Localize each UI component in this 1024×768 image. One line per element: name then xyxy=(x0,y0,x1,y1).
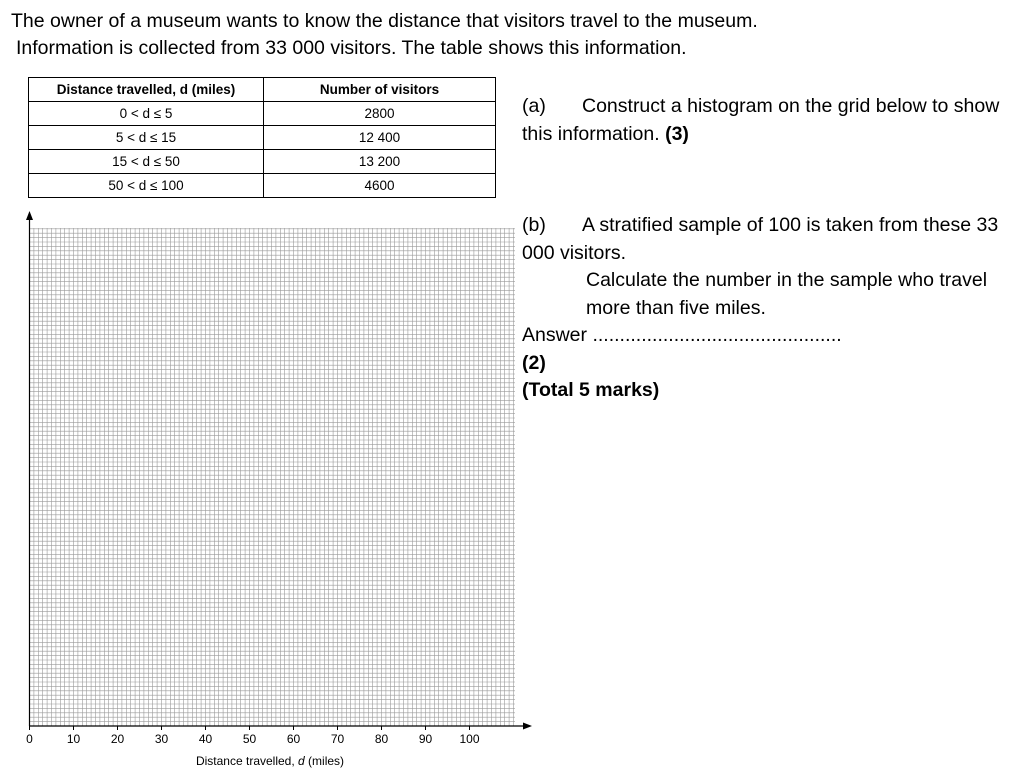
y-axis-arrow xyxy=(26,211,33,220)
question-b-text-2: Calculate the number in the sample who travel more than five miles. xyxy=(586,269,988,319)
table-cell-visitors: 2800 xyxy=(264,102,496,126)
x-tick-label: 100 xyxy=(459,732,480,746)
x-tick-label: 0 xyxy=(26,732,33,746)
table-cell-distance: 15 < d ≤ 50 xyxy=(29,150,264,174)
table-cell-distance: 50 < d ≤ 100 xyxy=(29,174,264,198)
intro-line-2: Information is collected from 33 000 visitors. The table shows this information. xyxy=(16,37,687,59)
question-a-marks: (3) xyxy=(665,122,689,145)
x-tick-label: 20 xyxy=(110,732,125,746)
table-cell-visitors: 4600 xyxy=(264,174,496,198)
total-marks: (Total 5 marks) xyxy=(522,379,660,401)
x-tick-label: 60 xyxy=(286,732,301,746)
question-a-text: Construct a histogram on the grid below to show this information. xyxy=(522,95,1000,145)
intro-line-1: The owner of a museum wants to know the distance that visitors travel to the museum. xyxy=(11,10,758,32)
x-tick-label: 50 xyxy=(242,732,257,746)
table-cell-distance: 0 < d ≤ 5 xyxy=(29,102,264,126)
column-header-visitors: Number of visitors xyxy=(264,78,496,102)
x-tick-labels xyxy=(26,726,480,746)
x-tick-label: 80 xyxy=(374,732,389,746)
x-tick-label: 10 xyxy=(66,732,81,746)
x-tick-label: 30 xyxy=(154,732,169,746)
question-a-label: (a) xyxy=(522,95,546,117)
table-cell-visitors: 12 400 xyxy=(264,126,496,150)
question-b-label: (b) xyxy=(522,214,546,236)
x-axis-label: Distance travelled, d (miles) xyxy=(195,754,345,768)
x-tick-label: 90 xyxy=(418,732,433,746)
answer-line: Answer .............................................. xyxy=(522,324,842,346)
x-axis-arrow xyxy=(523,723,532,730)
grid-lines xyxy=(30,228,516,726)
x-tick-label: 70 xyxy=(330,732,345,746)
x-tick-label: 40 xyxy=(198,732,213,746)
table-cell-distance: 5 < d ≤ 15 xyxy=(29,126,264,150)
question-b-marks: (2) xyxy=(522,351,546,374)
question-b-text-1: A stratified sample of 100 is taken from these 33 000 visitors. xyxy=(522,214,999,264)
table-cell-visitors: 13 200 xyxy=(264,150,496,174)
column-header-distance: Distance travelled, d (miles) xyxy=(29,78,264,102)
